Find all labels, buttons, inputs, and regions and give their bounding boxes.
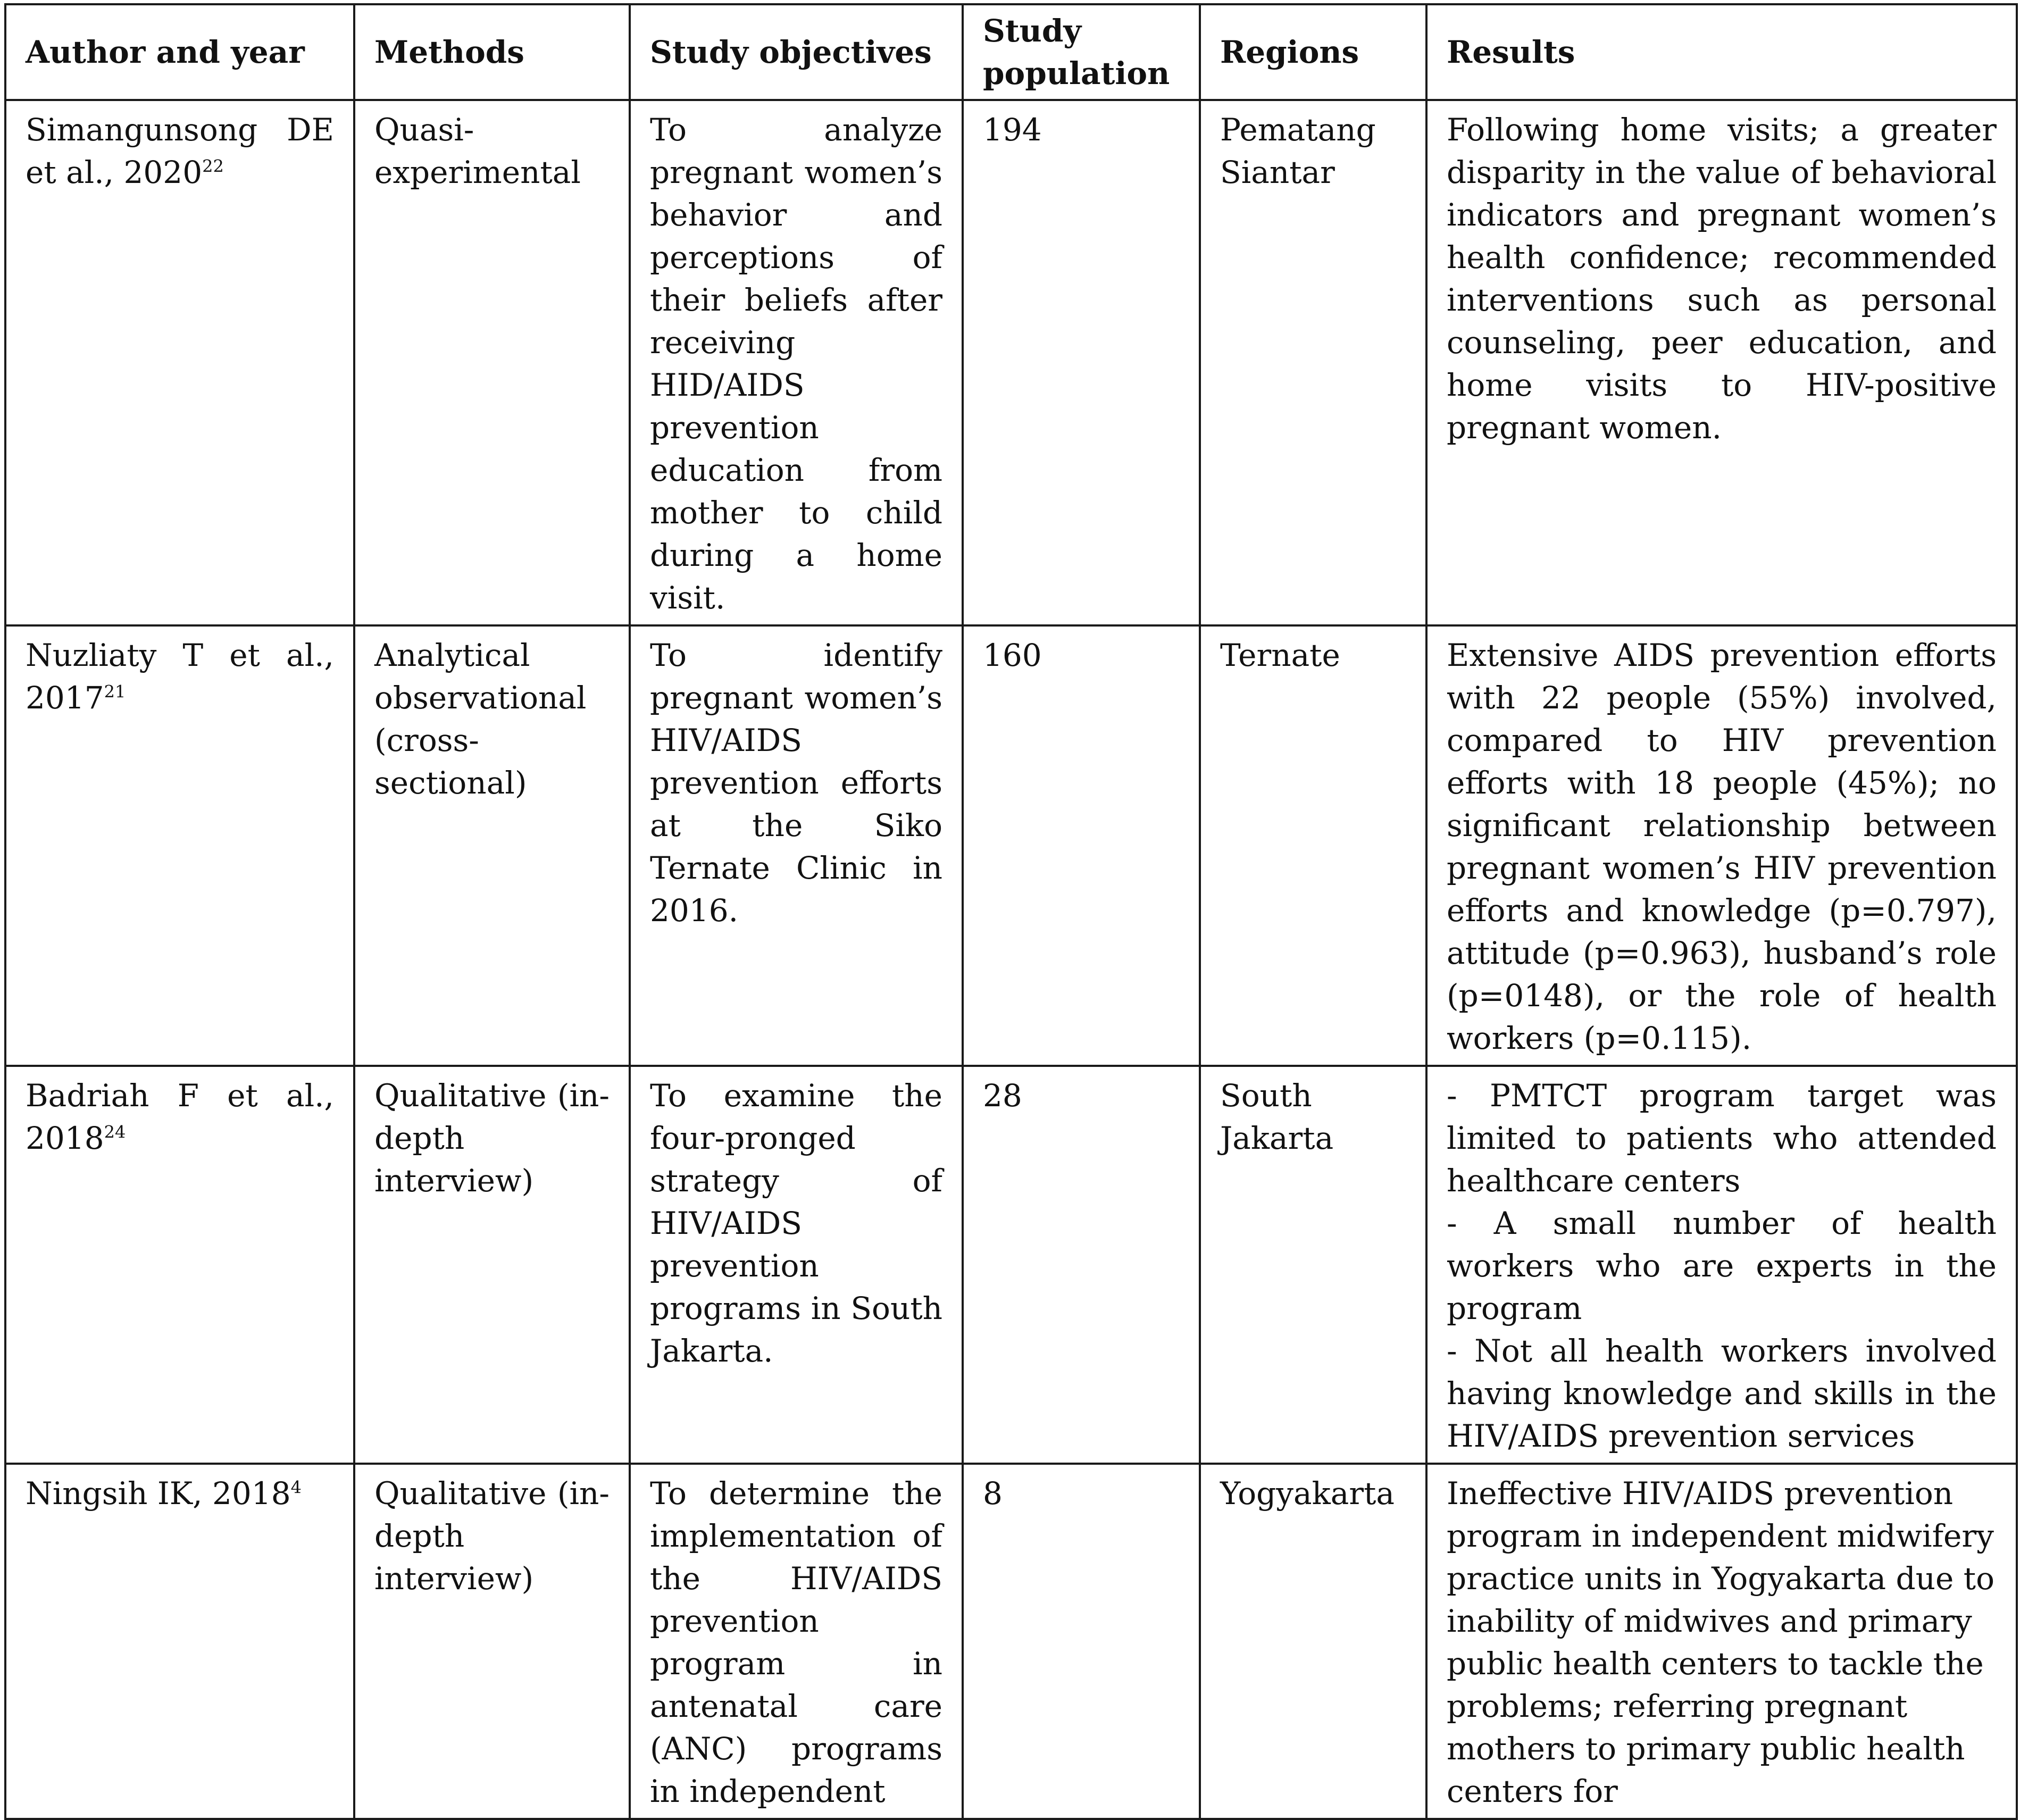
cell-population: 28 — [963, 1066, 1200, 1464]
cell-author: Nuzliaty T et al., 2017$^{21}$ — [5, 625, 354, 1066]
header-results: Results — [1426, 4, 2017, 100]
result-bullet: - A small number of health workers who are experts in the program — [1447, 1205, 1997, 1326]
result-line: Ineffective HIV/AIDS prevention program in independent midwifery practice units in Yogyakarta due to inability of midwives and primary public health centers to tackle the problems; referring pregnant mothers to primary public health centers for — [1447, 1475, 1995, 1809]
cell-author: Simangunsong DE et al., 2020$^{22}$ — [5, 100, 354, 625]
study-table — [4, 3, 2018, 1820]
cell-author: Ningsih IK, 2018$^4$ — [5, 1464, 354, 1819]
cell-region: Yogyakarta — [1200, 1464, 1426, 1819]
cell-population: 160 — [963, 625, 1200, 1066]
cell-results — [1426, 625, 2017, 1066]
cell-objective: To analyze pregnant women’s behavior and perceptions of their beliefs after receiving HID/AIDS prevention education from mother to child during a home visit. — [630, 100, 963, 625]
cell-objective: To determine the implementation of the HIV/AIDS prevention program in antenatal care (ANC) programs in independent — [630, 1464, 963, 1819]
cell-region: South Jakarta — [1200, 1066, 1426, 1464]
result-bullet: - Not all health workers involved having knowledge and skills in the HIV/AIDS prevention services — [1447, 1333, 1997, 1454]
header-regions: Regions — [1200, 4, 1426, 100]
result-line: Following home visits; a greater disparity in the value of behavioral indicators and pregnant women’s health confidence; recommended interventions such as personal counseling, peer education, and home visits to HIV-positive pregnant women. — [1447, 112, 1997, 446]
header-objectives: Study objectives — [630, 4, 963, 100]
cell-population: 8 — [963, 1464, 1200, 1819]
cell-results — [1426, 1464, 2017, 1819]
cell-method: Quasi-experimental — [354, 100, 630, 625]
cell-results — [1426, 1066, 2017, 1464]
reference-number: 22 — [202, 156, 224, 177]
table-row — [5, 625, 2017, 1066]
cell-author: Badriah F et al., 2018$^{24}$ — [5, 1066, 354, 1464]
cell-objective: To identify pregnant women’s HIV/AIDS prevention efforts at the Siko Ternate Clinic in 2016. — [630, 625, 963, 1066]
header-population: Study population — [963, 4, 1200, 100]
header-methods: Methods — [354, 4, 630, 100]
reference-number: 24 — [104, 1122, 126, 1142]
table-header-row — [5, 4, 2017, 100]
result-line: Extensive AIDS prevention efforts with 22 people (55%) involved, compared to HIV prevention efforts with 18 people (45%); no significant relationship between pregnant women’s HIV prevention efforts and knowledge (p=0.797), attitude (p=0.963), husband’s role (p=0148), or the role of health workers (p=0.115). — [1447, 637, 1997, 1056]
cell-method: Qualitative (in-depth interview) — [354, 1464, 630, 1819]
cell-results — [1426, 100, 2017, 625]
table-row — [5, 100, 2017, 625]
table-row — [5, 1066, 2017, 1464]
cell-region: Pematang Siantar — [1200, 100, 1426, 625]
result-bullet: - PMTCT program target was limited to patients who attended healthcare centers — [1447, 1078, 1997, 1199]
cell-method: Analytical observational (cross-sectional) — [354, 625, 630, 1066]
reference-number: 4 — [290, 1477, 302, 1498]
cell-region: Ternate — [1200, 625, 1426, 1066]
header-author: Author and year — [5, 4, 354, 100]
cell-population: 194 — [963, 100, 1200, 625]
cell-method: Qualitative (in-depth interview) — [354, 1066, 630, 1464]
table-row — [5, 1464, 2017, 1819]
reference-number: 21 — [104, 681, 126, 702]
cell-objective: To examine the four-pronged strategy of HIV/AIDS prevention programs in South Jakarta. — [630, 1066, 963, 1464]
